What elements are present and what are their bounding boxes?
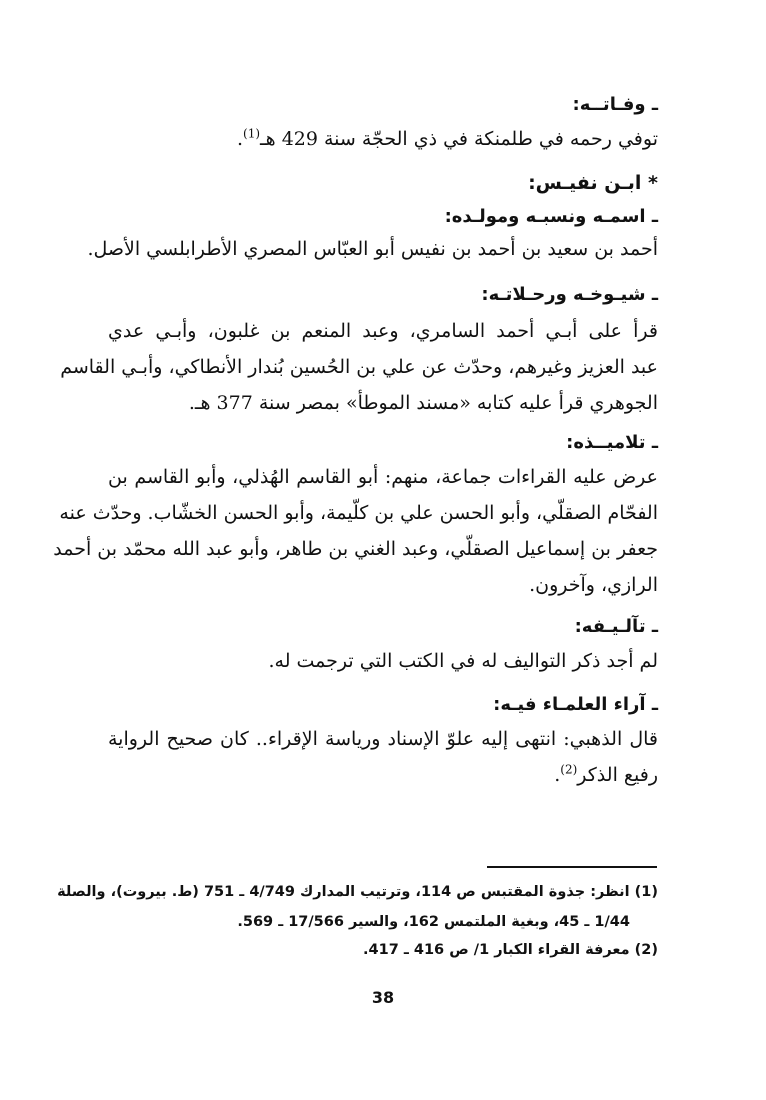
person-heading: * ابـن نفيـس: (528, 172, 658, 194)
name-heading: ـ اسمـه ونسبـه ومولـده: (444, 206, 658, 227)
death-end: . (236, 128, 244, 150)
students-heading: ـ تلاميــذه: (566, 432, 658, 453)
students-line-4: الرازي، وآخرون. (529, 574, 658, 596)
students-line-1: عرض عليه القراءات جماعة، منهم: أبو القاسم الهُذلي، وأبو القاسم بن (108, 466, 658, 488)
opinions-sentence: رفيع الذكر (577, 764, 658, 786)
students-line-3: جعفر بن إسماعيل الصقلّي، وعبد الغني بن طاهر، وأبو عبد الله محمّد بن أحمد (53, 538, 658, 560)
footnote-1-line-2: 1/44 ـ 45، وبغية الملتمس 162، والسير 17/566 ـ 569. (237, 914, 630, 930)
name-text: أحمد بن سعيد بن أحمد بن نفيس أبو العبّاس المصري الأطرابلسي الأصل. (87, 238, 658, 260)
opinions-line-2 (108, 762, 658, 788)
students-line-2: الفحّام الصقلّي، وأبو الحسن علي بن كلّيمة، وأبو الحسن الخشّاب. وحدّث عنه (59, 502, 658, 524)
footnote-divider (487, 866, 657, 868)
footnote-1-line-1: (1) انظر: جذوة المقتبس ص 114، وترتيب المدارك 4/749 ـ 751 (ط. بيروت)، والصلة (57, 884, 658, 900)
footnote-ref-1[interactable]: (1) (243, 126, 261, 141)
footnote-ref-2[interactable]: (2) (560, 762, 578, 777)
teachers-line-1: قرأ على أبـي أحمد السامري، وعبد المنعم بن غلبون، وأبـي عدي (108, 320, 658, 342)
opinions-end: . (554, 764, 561, 786)
works-heading: ـ تآلـيـفه: (574, 616, 658, 637)
teachers-line-2: عبد العزيز وغيرهم، وحدّث عن علي بن الحُسين بُندار الأنطاكي، وأبـي القاسم (60, 356, 658, 378)
death-sentence: توفي رحمه في طلمنكة في ذي الحجّة سنة 429 هـ (260, 128, 658, 150)
works-text: لم أجد ذكر التواليف له في الكتب التي ترجمت له. (268, 650, 658, 672)
death-heading: ـ وفـاتــه: (572, 94, 658, 115)
death-text (108, 126, 658, 152)
footnote-2: (2) معرفة القراء الكبار 1/ ص 416 ـ 417. (363, 942, 658, 958)
teachers-line-3: الجوهري قرأ عليه كتابه «مسند الموطأ» بمصر سنة 377 هـ. (188, 392, 658, 414)
opinions-line-1: قال الذهبي: انتهى إليه علوّ الإسناد ورياسة الإقراء.. كان صحيح الرواية (108, 728, 658, 750)
teachers-heading: ـ شيـوخـه ورحـلاتـه: (481, 284, 658, 305)
page-number: 38 (371, 988, 395, 1007)
opinions-heading: ـ آراء العلمـاء فيـه: (493, 694, 658, 715)
